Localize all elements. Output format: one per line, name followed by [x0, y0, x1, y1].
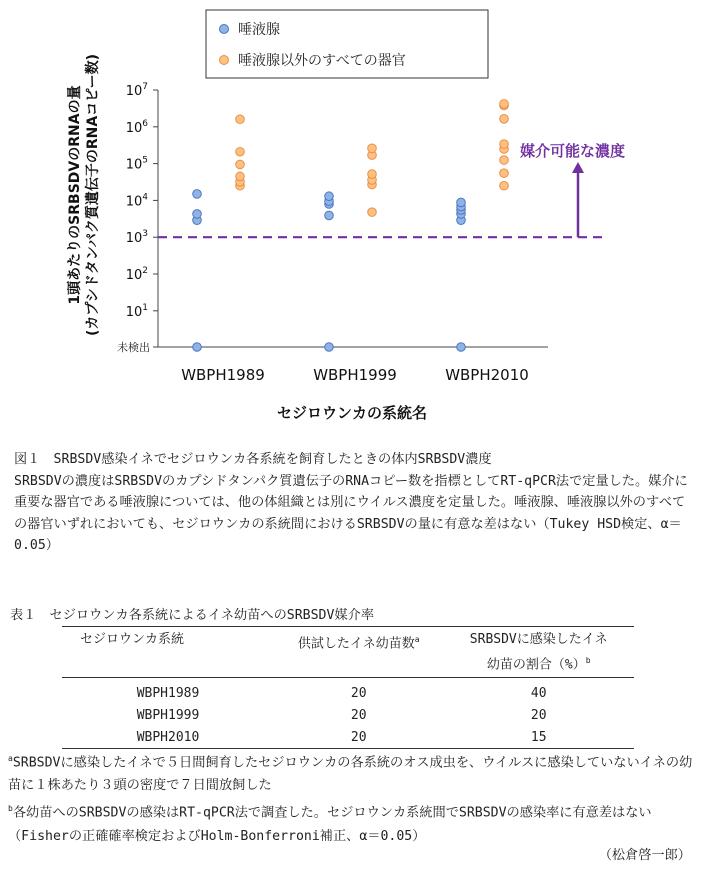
cell-rate: 15	[530, 729, 547, 745]
legend-label-other-organs: 唾液腺以外のすべての器官	[238, 53, 406, 69]
x-tick-wbph1999: WBPH1999	[313, 366, 397, 384]
author-credit: （松倉啓一郎）	[598, 848, 691, 863]
table-title: 表１ セジロウンカ各系統によるイネ幼苗へのSRBSDV媒介率	[10, 608, 375, 623]
y-tick-label: $10^3$	[125, 229, 148, 247]
data-point-salivary	[325, 343, 334, 352]
transmission-rate-table	[62, 626, 634, 749]
y-tick-label: $10^7$	[125, 82, 148, 99]
cell-rate: 20	[530, 707, 547, 723]
x-axis-title: セジロウンカの系統名	[276, 404, 428, 422]
data-point-salivary	[457, 198, 466, 207]
y-tick-label: $10^5$	[125, 155, 148, 173]
data-point-salivary	[457, 343, 466, 352]
table-row	[62, 678, 634, 705]
data-point-salivary	[193, 190, 202, 199]
footnote-a: $^a$SRBSDVに感染したイネで５日間飼育したセジロウンカの各系統のオス成虫を、ウイルスに感染していないイネの幼苗に１株あたり３頭の密度で７日間放飼した	[8, 754, 693, 794]
y-tick-label: $10^4$	[125, 192, 148, 210]
footnote-mark-a: a	[414, 635, 420, 644]
table-row	[62, 726, 634, 749]
y-tick-not-detected: 未検出	[117, 341, 150, 354]
y-axis-title-line1: 1頭あたりのSRBSDVのRNAの量	[67, 85, 83, 305]
data-point-other-organs	[368, 144, 377, 153]
threshold-arrowhead	[572, 162, 584, 173]
data-point-other-organs	[368, 170, 377, 179]
x-tick-wbph2010: WBPH2010	[445, 366, 529, 384]
legend-label-salivary: 唾液腺	[238, 22, 280, 38]
cell-seedlings: 20	[350, 707, 367, 723]
cell-strain: WBPH1989	[136, 685, 200, 701]
data-point-other-organs	[500, 169, 509, 178]
data-point-other-organs	[236, 160, 245, 169]
data-point-other-organs	[500, 156, 509, 165]
table-header-row	[62, 627, 634, 678]
y-tick-label: $10^1$	[125, 302, 148, 320]
data-point-salivary	[325, 211, 334, 220]
table-row	[62, 704, 634, 726]
legend	[206, 10, 488, 78]
figure-caption-body: SRBSDVの濃度はSRBSDVのカプシドタンパク質遺伝子のRNAコピー数を指標としてRT-qPCR法で定量した。媒介に重要な器官である唾液腺については、他の体組織とは別にウイルス濃度を定量した。唾液腺、唾液腺以外のすべての器官いずれにおいても、セジロウンカの系統間におけるSRBSDVの量に有意な差はない（Tukey HSD検定、α＝0.05）	[14, 473, 688, 553]
x-tick-wbph1989: WBPH1989	[181, 366, 265, 384]
header-seedlings: 供試したイネ幼苗数$^a$	[297, 635, 420, 652]
y-axis-title-line2: (カプシドタンパク質遺伝子のRNAコピー数)	[85, 53, 101, 337]
data-point-other-organs	[368, 208, 377, 217]
figure-caption-title: 図１ SRBSDV感染イネでセジロウンカ各系統を飼育したときの体内SRBSDV濃度	[14, 452, 492, 467]
legend-marker-other-organs	[220, 56, 229, 65]
footnote-mark-b: b	[585, 656, 591, 665]
data-point-other-organs	[500, 181, 509, 190]
data-point-other-organs	[500, 140, 509, 149]
y-ticks	[126, 82, 158, 347]
data-point-other-organs	[500, 114, 509, 123]
data-point-salivary	[325, 192, 334, 201]
data-point-salivary	[193, 343, 202, 352]
data-point-other-organs	[236, 172, 245, 181]
legend-marker-salivary	[220, 25, 229, 34]
data-points	[193, 100, 509, 352]
data-point-salivary	[193, 210, 202, 219]
cell-strain: WBPH2010	[136, 729, 200, 745]
threshold-label: 媒介可能な濃度	[520, 142, 626, 160]
cell-seedlings: 20	[350, 729, 367, 745]
table-footnotes	[8, 747, 698, 848]
cell-rate: 40	[530, 685, 547, 701]
cell-strain: WBPH1999	[136, 707, 200, 723]
header-infection-rate: SRBSDVに感染したイネ 幼苗の割合（%）$^b$	[469, 632, 608, 673]
cell-seedlings: 20	[350, 685, 367, 701]
footnote-b: $^b$各幼苗へのSRBSDVの感染はRT-qPCR法で調査した。セジロウンカ系統間でSRBSDVの感染率に有意差はない（Fisherの正確確率検定およびHolm-Bonferroni補正、α＝0.05）	[8, 804, 652, 844]
y-tick-label: $10^6$	[125, 118, 148, 136]
y-axis-title	[66, 54, 101, 336]
header-strain: セジロウンカ系統	[80, 632, 185, 647]
figure-caption	[14, 449, 694, 557]
data-point-other-organs	[236, 147, 245, 156]
y-tick-label: $10^2$	[125, 266, 148, 283]
data-point-other-organs	[236, 115, 245, 124]
data-point-other-organs	[500, 100, 509, 109]
